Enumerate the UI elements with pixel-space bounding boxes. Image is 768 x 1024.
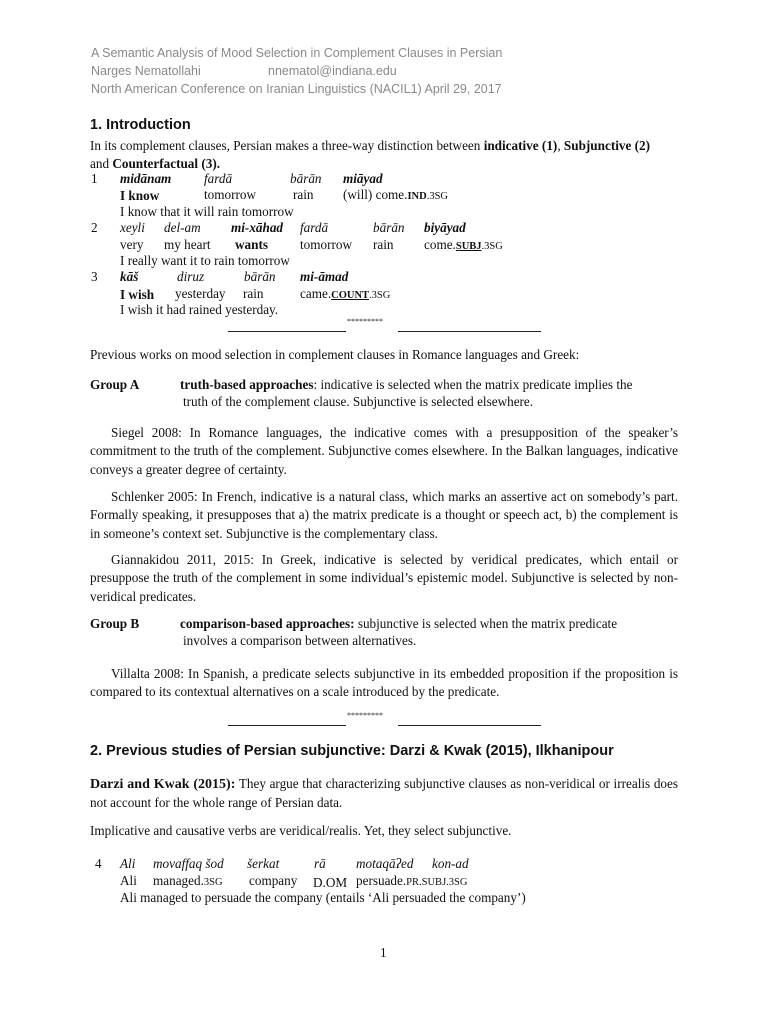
example-gloss: managed.3SG bbox=[153, 873, 223, 888]
example-gloss: rain bbox=[373, 237, 394, 252]
example-word: biyāyad bbox=[424, 220, 466, 235]
example-word: miāyad bbox=[343, 171, 383, 186]
villalta-paragraph: Villalta 2008: In Spanish, a predicate selects subjunctive in its embedded proposition if the proposition is compared to its contextual alternatives on a scale introduced by the predicate. bbox=[90, 666, 678, 700]
schlenker-paragraph: Schlenker 2005: In French, indicative is a natural class, which marks an assertive act on somebody’s part. Formally speaking, it presupposes that a) the matrix predicate is a thought or speech act, b) the complement is in someone’s context set. Subjunctive is the complementary class. bbox=[90, 489, 678, 541]
example-gloss: came.COUNT.3SG bbox=[300, 286, 391, 301]
siegel-paragraph: Siegel 2008: In Romance languages, the indicative comes with a presupposition of the speaker’s commitment to the truth of the complement. Subjunctive comes elsewhere. In the Balkan languages, indicative conveys a greater degree of certainty. bbox=[90, 425, 678, 477]
example-gloss: my heart bbox=[164, 237, 211, 252]
example-gloss: rain bbox=[243, 286, 264, 301]
example-number: 1 bbox=[91, 171, 98, 186]
example-translation: I know that it will rain tomorrow bbox=[120, 204, 294, 219]
example-word: bārān bbox=[290, 171, 322, 186]
example-word: del-am bbox=[164, 220, 201, 235]
separator-line-right bbox=[398, 331, 541, 332]
group-a-label: Group A bbox=[90, 377, 140, 392]
group-b-line-2: involves a comparison between alternatives. bbox=[183, 633, 417, 648]
example-number: 3 bbox=[91, 269, 98, 284]
example-gloss: company bbox=[249, 873, 298, 888]
darzi-kwak-paragraph: Darzi and Kwak (2015): They argue that characterizing subjunctive clauses as non-veridical or irrealis does not account for the whole range of Persian data. bbox=[90, 776, 679, 811]
example-word: Ali bbox=[120, 856, 136, 871]
intro-line-1: In its complement clauses, Persian makes a three-way distinction between indicative (1), Subjunctive (2) bbox=[90, 138, 650, 153]
example-word: fardā bbox=[300, 220, 329, 235]
group-a-line-2: truth of the complement clause. Subjunctive is selected elsewhere. bbox=[183, 394, 534, 409]
example-word: mi-āmad bbox=[300, 269, 349, 284]
example-word: mi-xāhad bbox=[231, 220, 284, 235]
example-word: xeyli bbox=[120, 220, 145, 235]
example-gloss: Ali bbox=[120, 873, 137, 888]
example-translation: I wish it had rained yesterday. bbox=[120, 302, 279, 317]
giannakidou-paragraph: Giannakidou 2011, 2015: In Greek, indicative is selected by veridical predicates, which entail or presuppose the truth of the complement in some individual’s epistemic model. Subjunctive is selected by non-veridical predicates. bbox=[90, 552, 678, 604]
group-a-line-1: truth-based approaches: indicative is selected when the matrix predicate implies the bbox=[180, 377, 633, 392]
example-gloss: (will) come.IND.3SG bbox=[343, 187, 449, 202]
example-gloss: tomorrow bbox=[204, 187, 257, 202]
example-word: motaqāʔed bbox=[356, 856, 414, 871]
example-word: rā bbox=[314, 856, 326, 871]
implicative-line: Implicative and causative verbs are veridical/realis. Yet, they select subjunctive. bbox=[90, 823, 512, 838]
separator-line-left bbox=[228, 331, 346, 332]
page-number: 1 bbox=[380, 945, 387, 960]
example-word: kāš bbox=[120, 269, 139, 284]
group-b-line-1: comparison-based approaches: subjunctive is selected when the matrix predicate bbox=[180, 616, 618, 631]
example-word: fardā bbox=[204, 171, 233, 186]
author-email[interactable]: nnematol@indiana.edu bbox=[268, 64, 397, 78]
conference-line: North American Conference on Iranian Linguistics (NACIL1) April 29, 2017 bbox=[91, 82, 502, 96]
example-translation: I really want it to rain tomorrow bbox=[120, 253, 290, 268]
example-gloss: wants bbox=[235, 237, 268, 252]
example-word: midānam bbox=[120, 171, 172, 186]
example-word: bārān bbox=[244, 269, 276, 284]
example-word: bārān bbox=[373, 220, 405, 235]
example-gloss: D.OM bbox=[313, 875, 348, 890]
separator-stars: ********* bbox=[347, 711, 383, 720]
example-word: šerkat bbox=[247, 856, 280, 871]
example-gloss: very bbox=[120, 237, 144, 252]
previous-works-line: Previous works on mood selection in complement clauses in Romance languages and Greek: bbox=[90, 347, 580, 362]
example-number: 4 bbox=[95, 856, 102, 871]
separator-stars: ********* bbox=[347, 317, 383, 326]
example-word: kon-ad bbox=[432, 856, 469, 871]
example-word: movaffaq šod bbox=[153, 856, 224, 871]
group-b-label: Group B bbox=[90, 616, 140, 631]
example-gloss: persuade.PR.SUBJ.3SG bbox=[356, 873, 468, 888]
section-heading-introduction: 1. Introduction bbox=[90, 117, 191, 133]
section-heading-previous-studies: 2. Previous studies of Persian subjunctive: Darzi & Kwak (2015), Ilkhanipour bbox=[90, 743, 614, 759]
separator-line-right bbox=[398, 725, 541, 726]
intro-line-2: and Counterfactual (3). bbox=[90, 156, 221, 171]
separator-line-left bbox=[228, 725, 346, 726]
example-gloss: tomorrow bbox=[300, 237, 353, 252]
paper-title: A Semantic Analysis of Mood Selection in Complement Clauses in Persian bbox=[91, 46, 503, 60]
example-gloss: come.SUBJ.3SG bbox=[424, 237, 503, 252]
example-gloss: I wish bbox=[120, 287, 155, 302]
author-name: Narges Nematollahi bbox=[91, 64, 201, 78]
example-gloss: rain bbox=[293, 187, 314, 202]
example-word: diruz bbox=[177, 269, 205, 284]
example-translation: Ali managed to persuade the company (entails ‘Ali persuaded the company’) bbox=[120, 890, 526, 905]
example-gloss: yesterday bbox=[175, 286, 226, 301]
example-number: 2 bbox=[91, 220, 98, 235]
example-gloss: I know bbox=[120, 188, 160, 203]
